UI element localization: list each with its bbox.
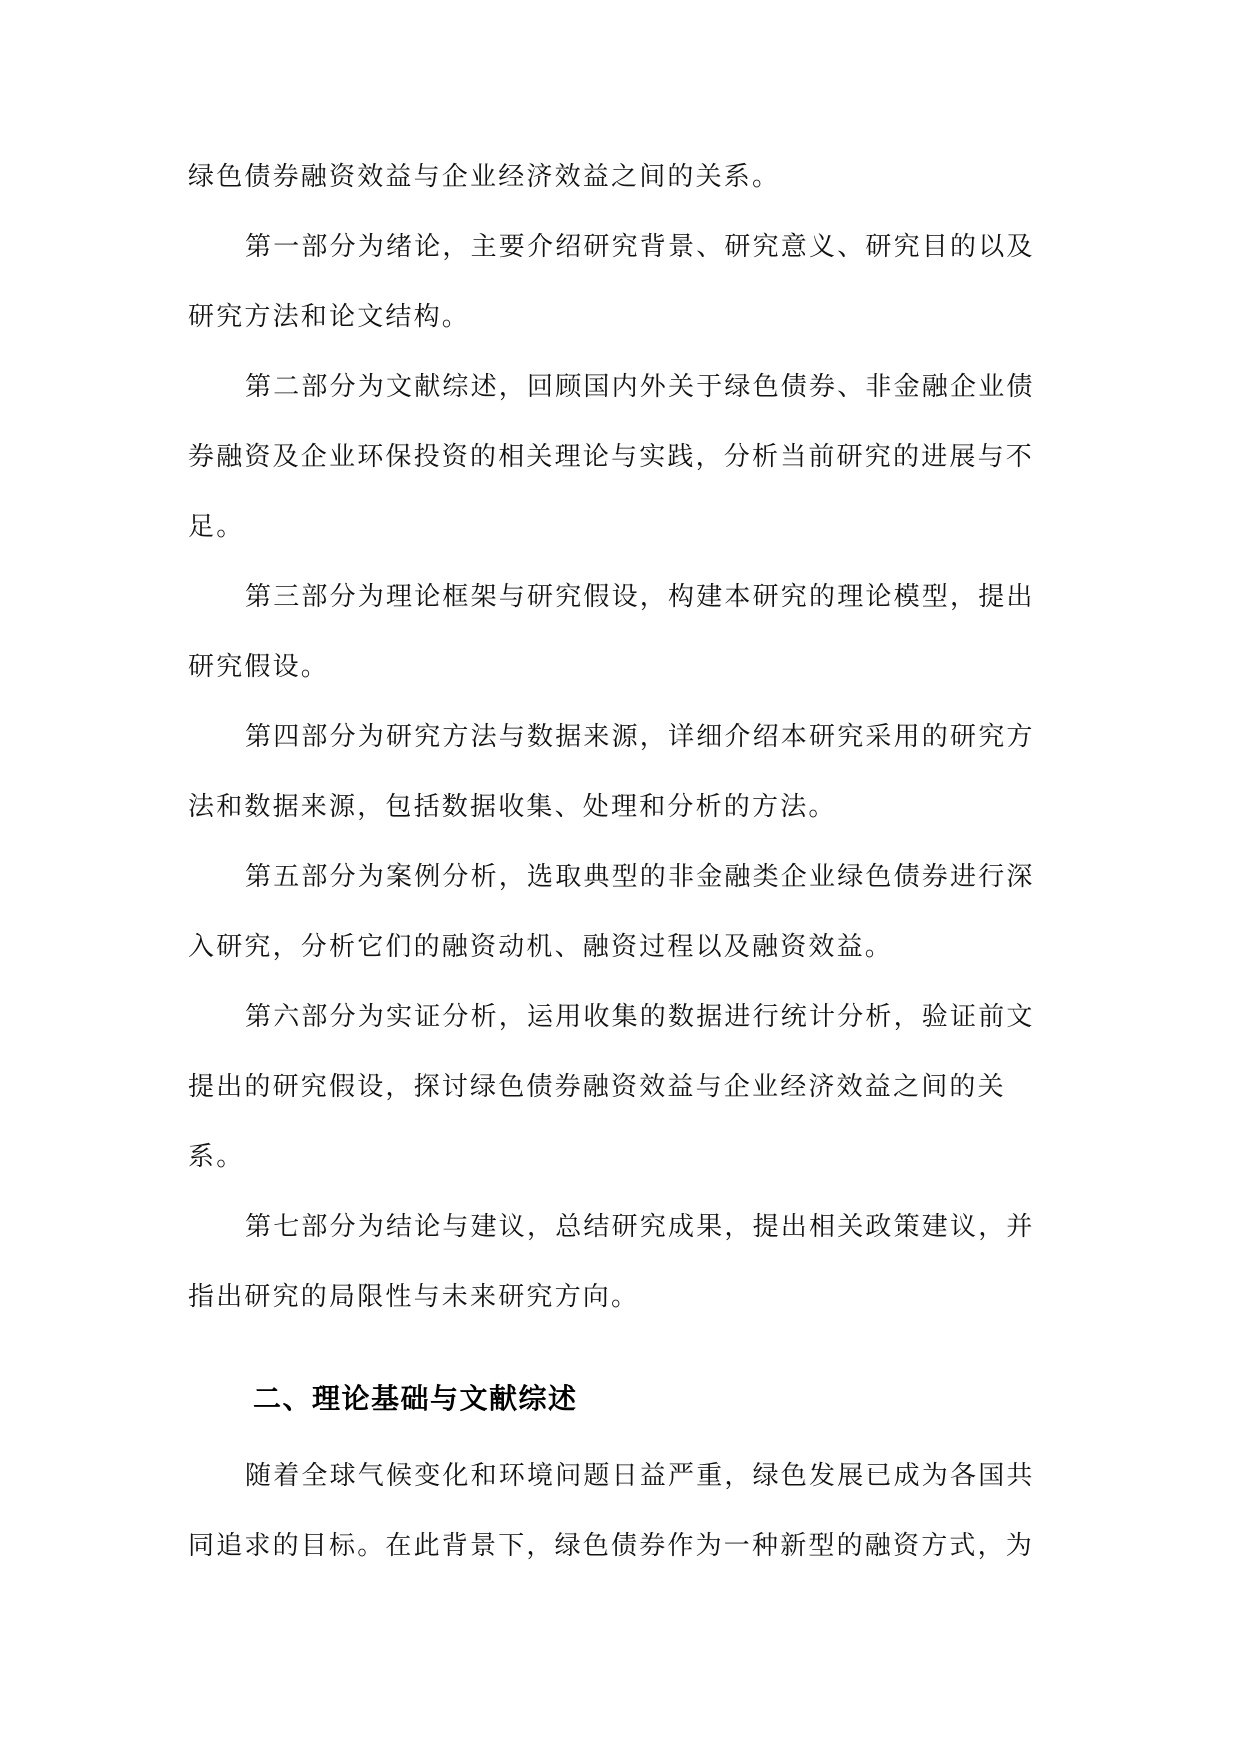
paragraph-part-three: 第三部分为理论框架与研究假设，构建本研究的理论模型，提出研究假设。 xyxy=(188,582,1035,682)
document-body xyxy=(188,142,1054,1581)
paragraph-part-seven: 第七部分为结论与建议，总结研究成果，提出相关政策建议，并指出研究的局限性与未来研究方向。 xyxy=(188,1212,1035,1312)
paragraph-part-four: 第四部分为研究方法与数据来源，详细介绍本研究采用的研究方法和数据来源，包括数据收集、处理和分析的方法。 xyxy=(188,722,1035,822)
section-heading-theory-literature: 二、理论基础与文献综述 xyxy=(253,1382,578,1415)
paragraph-part-six: 第六部分为实证分析，运用收集的数据进行统计分析，验证前文提出的研究假设，探讨绿色债券融资效益与企业经济效益之间的关系。 xyxy=(188,1002,1035,1172)
paragraph-part-five: 第五部分为案例分析，选取典型的非金融类企业绿色债券进行深入研究，分析它们的融资动机、融资过程以及融资效益。 xyxy=(188,862,1035,962)
paragraph-continued-relationship: 绿色债券融资效益与企业经济效益之间的关系。 xyxy=(188,162,781,192)
paragraph-part-one: 第一部分为绪论，主要介绍研究背景、研究意义、研究目的以及研究方法和论文结构。 xyxy=(188,232,1035,332)
paragraph-part-two: 第二部分为文献综述，回顾国内外关于绿色债券、非金融企业债券融资及企业环保投资的相关理论与实践，分析当前研究的进展与不足。 xyxy=(188,372,1035,542)
paragraph-section-intro: 随着全球气候变化和环境问题日益严重，绿色发展已成为各国共同追求的目标。在此背景下，绿色债券作为一种新型的融资方式，为 xyxy=(188,1461,1035,1561)
